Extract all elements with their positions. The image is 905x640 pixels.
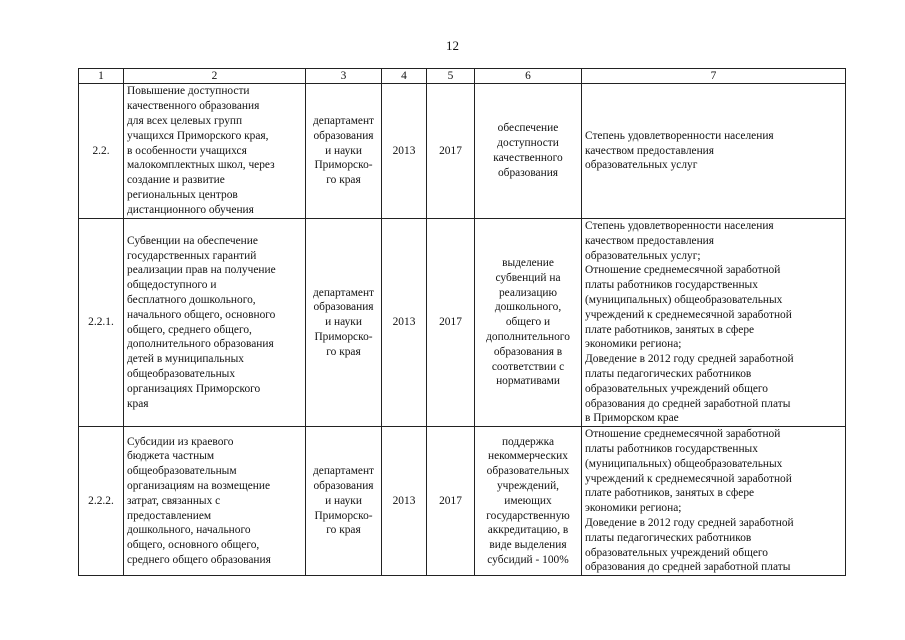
responsible-executor-cell <box>306 219 382 427</box>
start-year: 2013 <box>392 494 416 507</box>
measure-name-cell <box>124 84 306 219</box>
column-number-cell: 4 <box>382 69 427 84</box>
end-year: 2017 <box>439 494 462 507</box>
column-number-cell: 2 <box>124 69 306 84</box>
end-year-cell <box>427 84 475 219</box>
measure-name: Повышение доступности качественного образования для всех целевых групп учащихся Приморского края, в особенности учащихся малокомплектных школ, через создание и развитие региональных центров дистанционного обучения <box>127 85 275 216</box>
expected-result-cell <box>475 219 582 427</box>
measure-number-cell <box>79 427 124 576</box>
end-year-cell <box>427 427 475 576</box>
start-year: 2013 <box>392 316 416 329</box>
indicators-cell <box>582 84 846 219</box>
expected-result: выделение субвенций на реализацию дошкольного, общего и дополнительного образования в соответствии с нормативами <box>486 256 570 388</box>
measure-name: Субсидии из краевого бюджета частным общеобразовательным организациям на возмещение затрат, связанных с предоставлением дошкольного, начального общего, основного общего, среднего общего образования <box>127 435 271 566</box>
column-number-cell: 6 <box>475 69 582 84</box>
table-row <box>79 427 846 576</box>
expected-result-cell <box>475 84 582 219</box>
indicators: Отношение среднемесячной заработной платы работников государственных (муниципальных) общеобразовательных учреждений к среднемесячной заработной плате работников, занятых в сфере экономики региона; Доведение в 2012 году средней заработной платы педагогических работников образовательных учреждений общего образования до средней заработной платы <box>585 428 794 574</box>
expected-result-cell <box>475 427 582 576</box>
measure-name-cell <box>124 427 306 576</box>
end-year: 2017 <box>439 144 462 157</box>
column-number-cell: 5 <box>427 69 475 84</box>
responsible-executor: департамент образования и науки Приморско- го края <box>312 115 375 187</box>
end-year-cell <box>427 219 475 427</box>
expected-result: поддержка некоммерческих образовательных учреждений, имеющих государственную аккредитацию, в виде выделения субсидий - 100% <box>486 435 570 566</box>
start-year-cell <box>382 427 427 576</box>
end-year: 2017 <box>439 316 462 329</box>
measure-number-cell <box>79 219 124 427</box>
measure-number: 2.2.1. <box>88 316 114 329</box>
column-number-cell: 3 <box>306 69 382 84</box>
measure-name-cell <box>124 219 306 427</box>
responsible-executor: департамент образования и науки Приморско- го края <box>312 465 375 537</box>
table-row <box>79 84 846 219</box>
measure-name: Субвенции на обеспечение государственных гарантий реализации прав на получение общедоступного и бесплатного дошкольного, начального общего, основного общего, среднего общего, дополнительного образования детей в муниципальных общеобразовательных организациях Приморского края <box>127 234 276 410</box>
table-row <box>79 219 846 427</box>
measure-number: 2.2.2. <box>88 494 114 507</box>
page-number: 12 <box>446 38 459 53</box>
responsible-executor-cell <box>306 84 382 219</box>
measure-number-cell <box>79 84 124 219</box>
indicators: Степень удовлетворенности населения качеством предоставления образовательных услуг; Отношение среднемесячной заработной платы работников государственных (муниципальных) общеобразовательных учреждений к среднемесячной заработной плате работников, занятых в сфере экономики региона; Доведение в 2012 году средней заработной платы педагогических работников образовательных учреждений общего образования до средней заработной платы в Приморском крае <box>585 220 794 425</box>
program-measures-table <box>78 68 846 576</box>
column-number-row <box>79 69 846 84</box>
column-number-cell: 7 <box>582 69 846 84</box>
measure-number: 2.2. <box>92 144 110 157</box>
expected-result: обеспечение доступности качественного образования <box>493 122 563 179</box>
start-year: 2013 <box>392 144 416 157</box>
column-number-cell: 1 <box>79 69 124 84</box>
responsible-executor: департамент образования и науки Приморско- го края <box>312 286 375 358</box>
indicators-cell <box>582 219 846 427</box>
responsible-executor-cell <box>306 427 382 576</box>
indicators: Степень удовлетворенности населения качеством предоставления образовательных услуг <box>585 129 774 172</box>
indicators-cell <box>582 427 846 576</box>
start-year-cell <box>382 84 427 219</box>
start-year-cell <box>382 219 427 427</box>
